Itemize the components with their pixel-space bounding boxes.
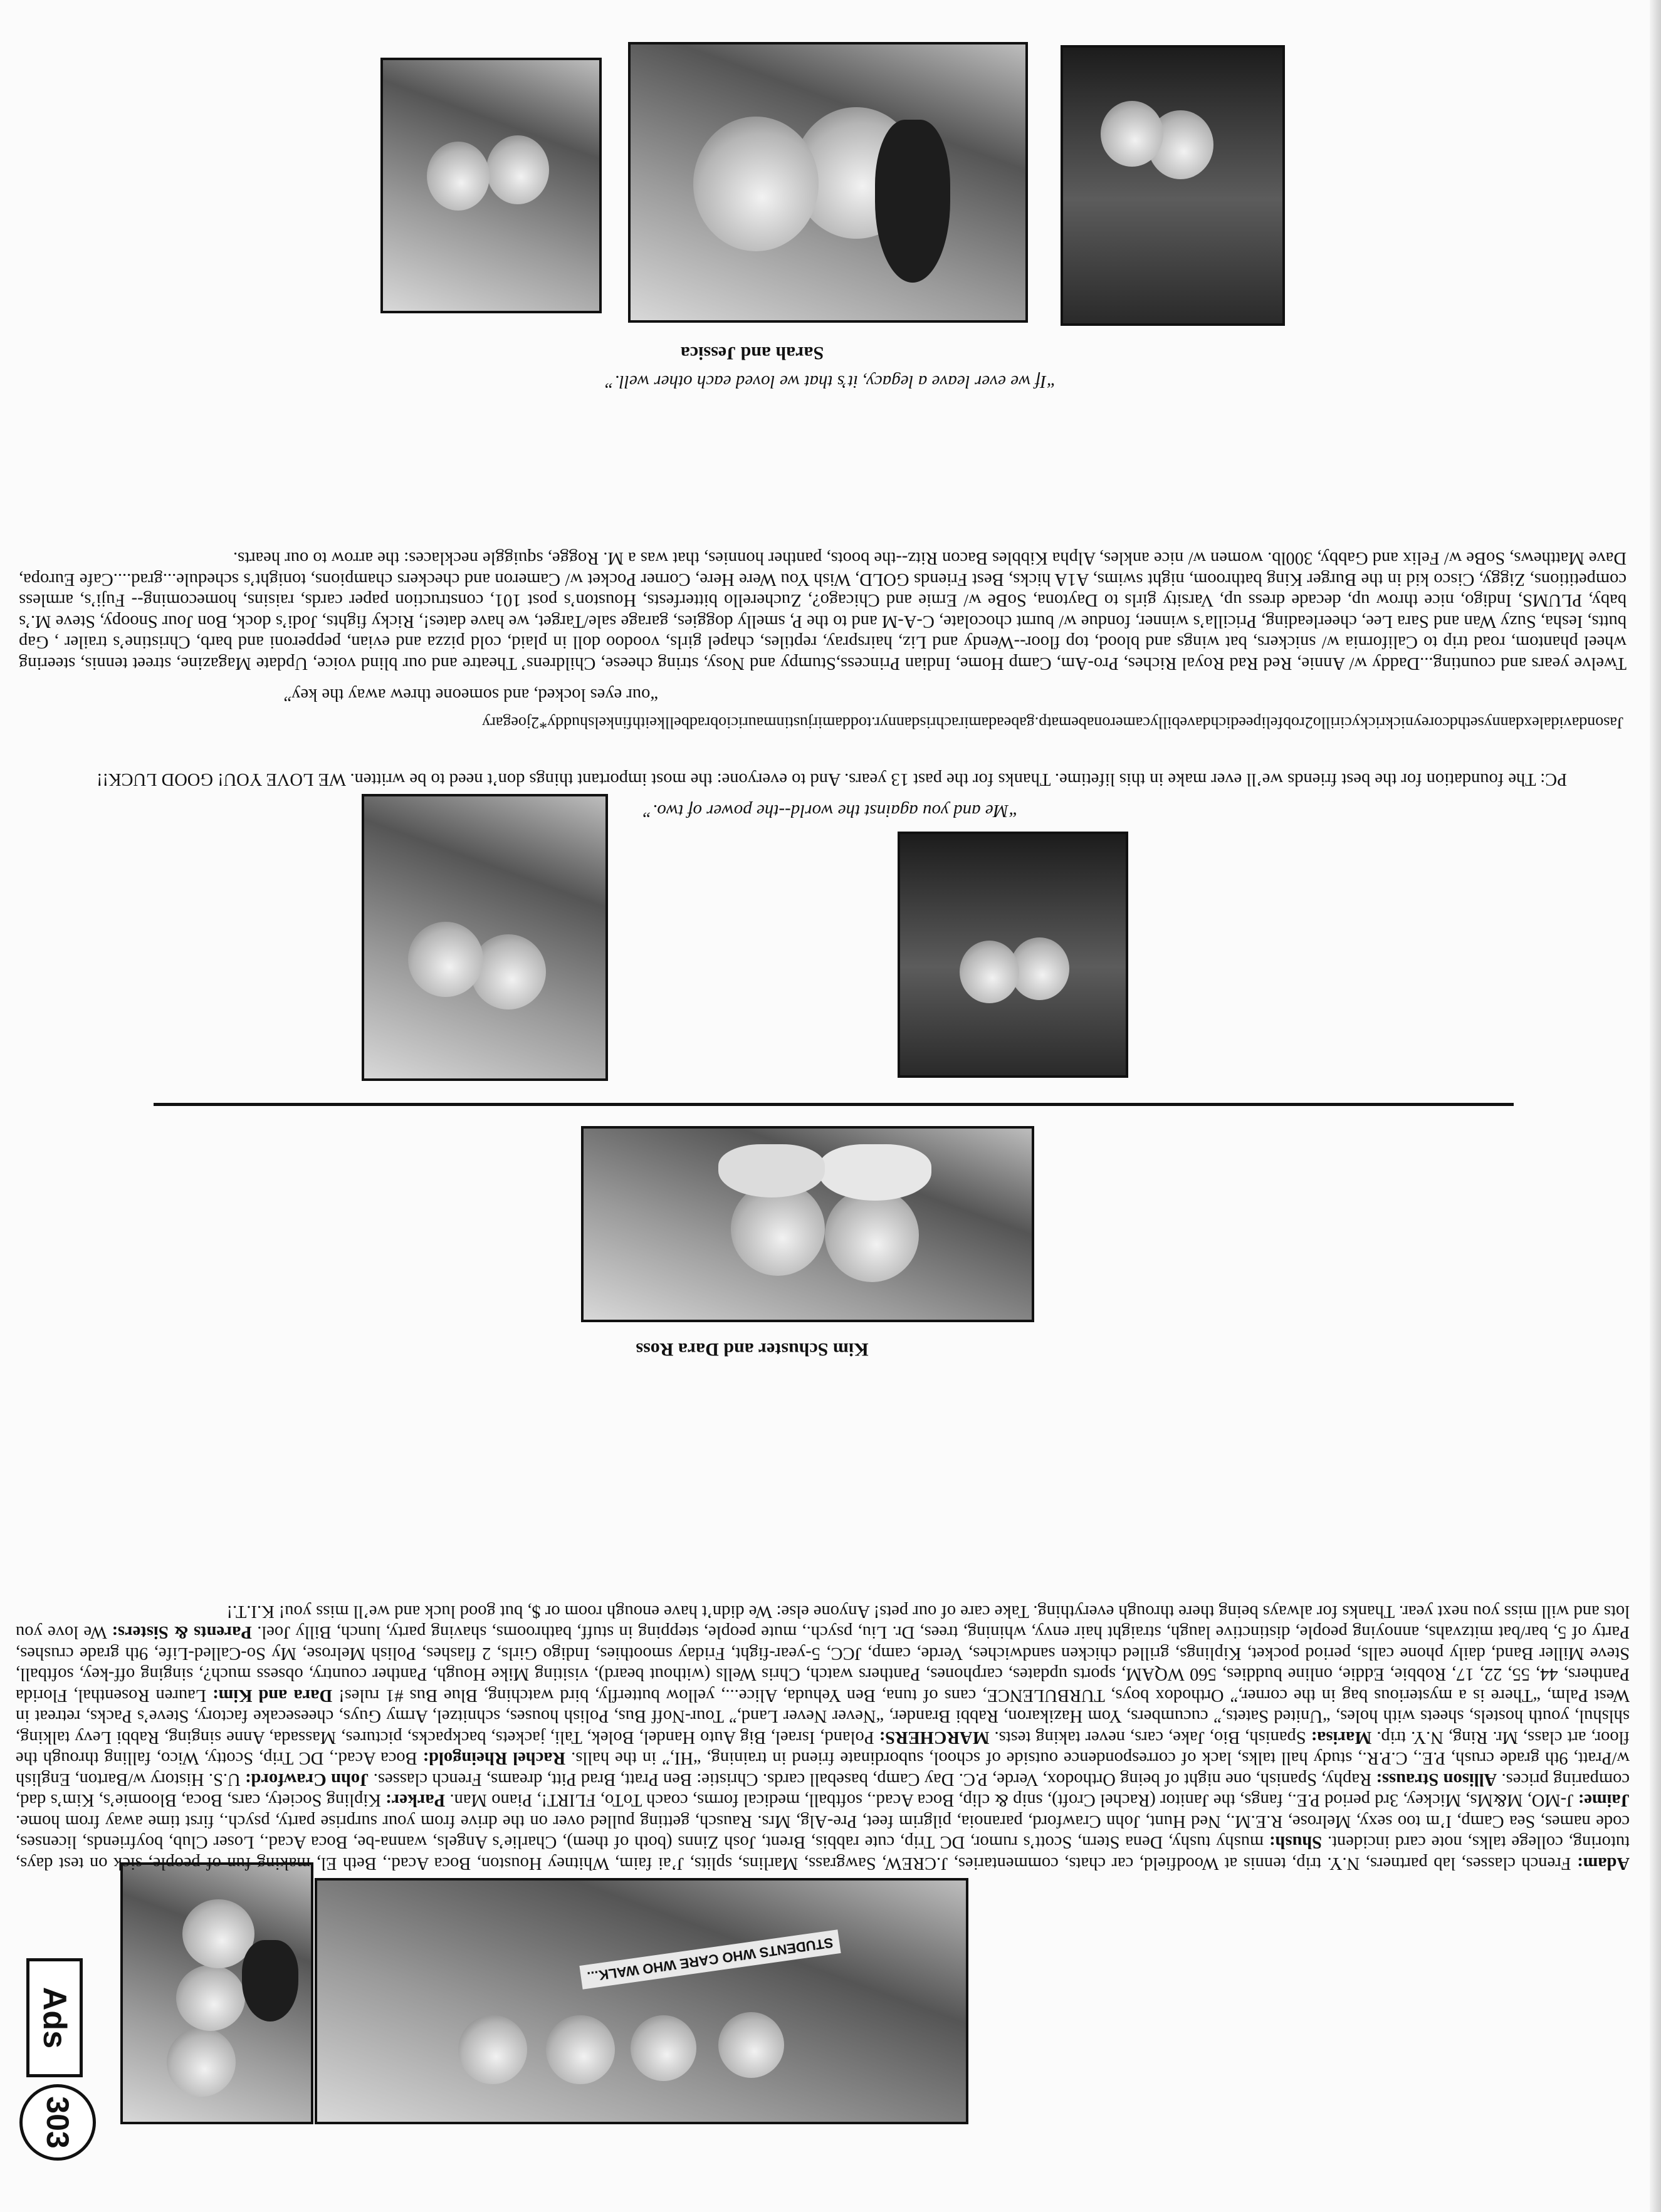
photo-face xyxy=(458,2015,527,2084)
adam-label: Adam: xyxy=(1577,1854,1630,1873)
jaime-text: J-MO, M&Ms, Mickey, 3rd period P.E., fangs, the Janitor (Rachel Croft), snip & clip, Boca Acad., softball, medical forms, coach ToTo, FLIRT!, Piano Man. xyxy=(449,1790,1578,1810)
photo-students-who-care xyxy=(315,1878,968,2124)
rachel-text: Boca Acad., DC Trip, Scotty, Wico, falling through the floor, art class, Mr. Ring, N.Y. trip. xyxy=(15,1728,1630,1768)
photo-two-girls-outdoors xyxy=(380,58,602,313)
legacy-quote: “If we ever leave a legacy, it’s that we loved each other well.” xyxy=(604,372,1057,392)
parents-text-main: We love you lots and will miss you next year. Thanks for always being there through everything. Take care of our pets! Anyone else: We didn’t have enough room or $, but good luck and we’ll miss you! K.I.T.! xyxy=(16,1602,1630,1642)
photo-face xyxy=(427,142,490,211)
pc-note: PC: The foundation for the best friends we’ll ever make in this lifetime. Thanks for the past 13 years. And to everyone: the most important things don’t need to be written. WE LOVE YOU! GOOD LUCK!! xyxy=(96,770,1567,789)
photo-cheerleaders xyxy=(1061,45,1285,326)
sarah-jessica-closing-quote: “our eyes locked, and someone threw away the key” xyxy=(283,685,658,704)
section-tab-label: Ads xyxy=(36,1986,73,2049)
marchers-label: MARCHERS: xyxy=(879,1728,990,1747)
jaime-label: Jaime: xyxy=(1578,1790,1630,1810)
photo-face xyxy=(693,117,819,251)
allison-text: Raphy, Spanish, one night of being Orthodox, Verde, P.C. Day Camp, baseball cards. Christie: Ben Pratt, Brad Pitt, dreams, French classes. xyxy=(373,1770,1376,1789)
kim-dara-main xyxy=(16,1379,1630,1874)
power-of-two-quote: “Me and you against the world--the power of two.” xyxy=(642,801,1019,821)
photo-face xyxy=(825,1188,919,1282)
page-edge-shadow xyxy=(1650,0,1661,2212)
names-run: Jasondavidalexdannysethdcoreynickrickycirillo2robfelipeedichdavebillycameronabematp.gabeadamirachrisdannyr.toddamirjustinmauriciobradbellkeithfinkelshuddy*2joegary xyxy=(482,714,1623,732)
adam-text: French classes, lab partners, N.Y. trip, tennis at Woodfield, car chats, commentaries, J.CREW, Sawgrass, Marlins, splits, J’ai faim, Whitney Houston, Boca Acad., Beth El, making fun of people, sick on test days, tutoring, college talks, note card incident. xyxy=(16,1832,1630,1873)
photo-face xyxy=(631,2015,696,2081)
dara-kim-label: Dara and Kim: xyxy=(212,1686,333,1705)
marchers-text: Poland, Israel, Big Auto Handel, Bolek, Tali, jackets, backpacks, pictures, Massada, Anne singing, Rabbi Levy talking, shlshul, youth hostels, sheets with holes, “United Satets,” cucumbers, Yom Hazikaron, Rabbi Brander, “Never Never Land,” Tour-Noff Bus, Polish houses, schnitzel, Army Guys, cheesecake factory, Steve’s Packs, retreat in West Palm, “There is a mysterious bag in the corner,” Orthodox boys, TURBULENCE, cans of tuna, Ben Yehuda, Alice..., yellow butterfly, bird watching, Blue Bus #1 rules! xyxy=(15,1686,1630,1747)
photo-face xyxy=(960,941,1019,1003)
photo-face xyxy=(1101,101,1163,167)
photo-face xyxy=(718,2012,784,2078)
kim-dara-heading: Kim Schuster and Dara Ross xyxy=(636,1339,869,1360)
photo-face xyxy=(408,922,483,997)
page-number: 303 xyxy=(40,2096,75,2149)
parker-label: Parker: xyxy=(385,1790,446,1810)
allison-label: Allison Strauss: xyxy=(1376,1770,1497,1789)
photo-hair xyxy=(242,1940,298,2022)
marisa-text: Spanish, Bio, Jake, cars, never taking tests. xyxy=(994,1728,1311,1747)
photo-group-four-friends xyxy=(120,1862,313,2124)
photo-face xyxy=(176,1965,245,2031)
photo-face xyxy=(546,2015,615,2084)
photo-cap xyxy=(819,1144,931,1201)
photo-two-faces-closeup xyxy=(628,42,1028,323)
photo-kim-dara xyxy=(581,1126,1034,1322)
sarah-jessica-heading: Sarah and Jessica xyxy=(680,343,824,363)
john-label: John Crawford: xyxy=(245,1770,369,1789)
photo-face xyxy=(486,135,549,204)
parker-text: Kipling Society, cars, Boca, Bloomie’s, Kim’s dad, comparing prices. xyxy=(15,1770,1630,1810)
shush-text: mushy tushy, Dena Stern, Scott’s rumor, DC Trip, cute rabbis, Brent, Josh Zinns (both of them), Charlie’s Angels, wanna-be, Boca Acad., Loser Club, boyfriends, licenses, code names, Sea Camp, I’m too sexy, Melrose, R.E.M., Ned Hunt, John Crawford, paranoia, pilgrim feet, Pre-Alg, Mrs. Rausch, getting pulled over on the drive from your surprise party, psych., first time away from home. xyxy=(16,1812,1630,1852)
photo-shirt-text: STUDENTS WHO CARE WHO WALK... xyxy=(579,1929,841,1990)
photo-pair-light xyxy=(362,794,608,1081)
photo-hair xyxy=(875,120,950,283)
photo-face xyxy=(167,2028,236,2097)
photo-face xyxy=(471,934,546,1009)
john-text: U.S. History w/Barton, English w/Pratt, 9th grade crush, P.E., C.P.R., study hall talks, lack of correspondence outside of school, subordinate friend in training, “HI,” in the halls. xyxy=(15,1748,1630,1789)
photo-pair-dark xyxy=(898,832,1128,1078)
dara-kim-text: Lauren Rosenthal, Florida Panthers, 44, 55, 22, 17, Robbie, Eddie, online buddies, 560 WQAM, sports updates, carphones, Panthers watch, Chris Wells (without beard), visiting Mike Hough, Panther country, obsess much?, singing off-key, softball, Steve Miller Band, daily phone calls, period pocket, Kiplings, grilled chicken sandwiches, Verde, camp, JCC, 5-year-fight, Friday smoothies, Indigo Girls, 2 flashes, Polish Melrose, My So-Called-Life, 9th grade crushes, Party of 5, bar/bat mitzvahs, annoying people, distinctive laugh, straight hair envy, whining, trees, Dr. Liu, psych., mute people, stepping in stuff, bathrooms, shaving party, lunch, Billy Joel. xyxy=(15,1622,1630,1705)
rachel-label: Rachel Rheingold: xyxy=(422,1748,566,1768)
parents-label-main: Parents & Sisters: xyxy=(112,1622,252,1642)
marisa-label: Marisa: xyxy=(1311,1728,1372,1747)
page-number-badge xyxy=(19,2084,96,2161)
section-divider xyxy=(154,1103,1514,1106)
photo-cap xyxy=(718,1144,825,1197)
section-tab xyxy=(26,1958,83,2077)
shush-label: Shush: xyxy=(1269,1832,1323,1852)
sarah-jessica-body: Twelve years and counting...Daddy w/ Annie, Red Rad Royal Riches, Pro-Am, Camp Home, Indian Princess,Stumpy and Nosy, string cheese, Childrens’ Theatre and our blind voice, Update Magazine, street tennis, steering wheel phantom, road trip to California w/ snickers, bat wings and blood, top floor--Wendy and Liz, hairspray, reptiles, chapel girls, voodoo doll in plaid, cold pizza and evian, pepperoni and barb, Christine’s trailer , Gap butts, Iesha, Suzy Wan and Sara Lee, cheerleading, Pricilla’s winner, fondue w/ burnt chocolate, C-A-M and to the P, smelly doggies, garage sale/Target, we have dates!, Ricky fights, Jodi’s dock, Bon Jour Snoopy, Steve M.’s baby, PLUMS, Indigo, nice throw up, decade dress up, Varsity girls to Daytona, SoBe w/ Ernie and Chicago?, Zucherello bitterfests, Houston’s post 101, construction paper cards, raisins, homecoming-- Fuji’s, armless competitions, Ziggy, Cisco kid in the Burger King bathroom, night swims, A1A hicks, Best Friends GOLD, Wish You Were Here, Corner Pocket w/ Cameron and checkers champions, tonight’s schedule...grad....Cafe Europa, Dave Matthews, SoBe w/ Felix and Gabby, 300lb. women w/ nice ankles, Alpha Kibbles Bacon Ritz--the boots, panther honnies, that was a M. Rogge, squiggle necklaces: the arrow to our hearts. xyxy=(19,548,1627,673)
